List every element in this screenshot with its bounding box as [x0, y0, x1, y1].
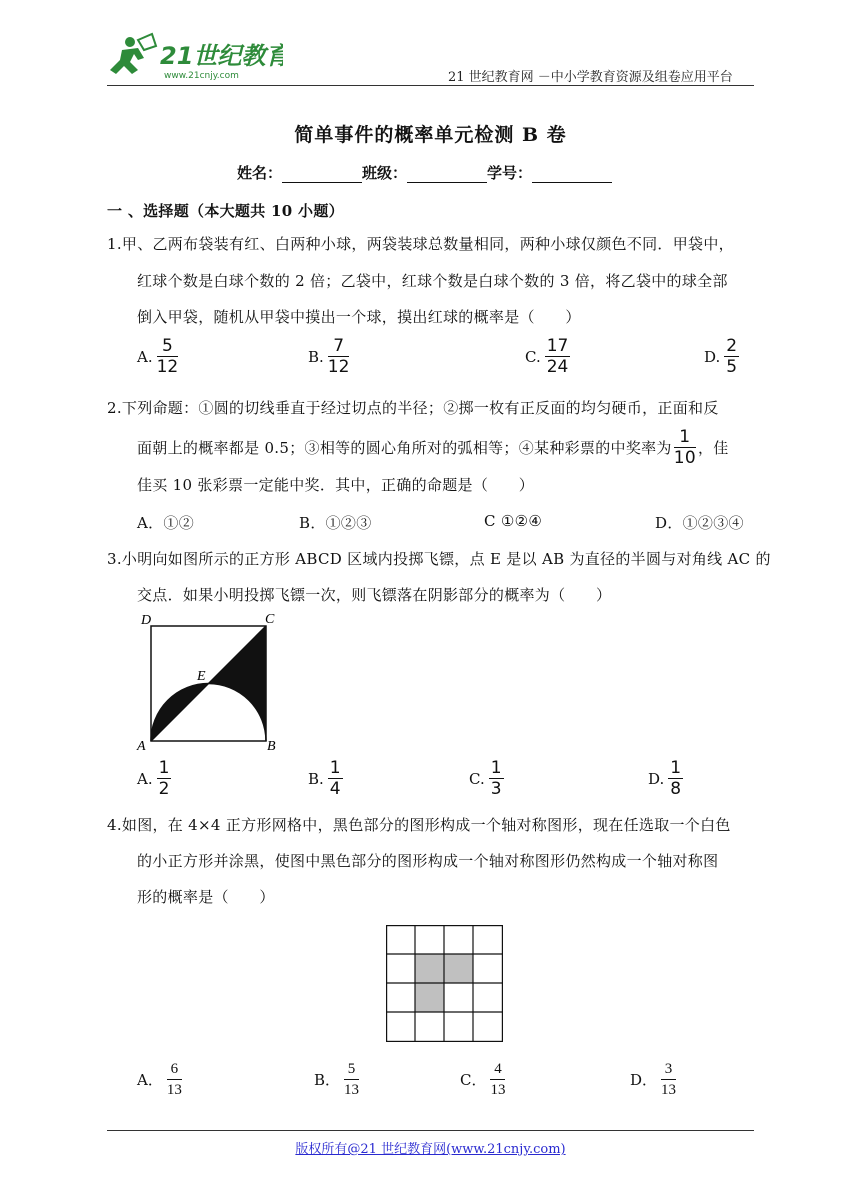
q4-option-c[interactable] — [460, 1060, 505, 1099]
header-site-text: 21 世纪教育网 －中小学教育资源及组卷应用平台 — [448, 70, 733, 85]
q2-line-1: 2.下列命题：①圆的切线垂直于经过切点的半径；②掷一枚有正反面的均匀硬币，正面和反 — [107, 399, 719, 417]
option-label: B. — [308, 347, 324, 366]
q2-line-2 — [137, 428, 729, 467]
site-logo — [108, 30, 283, 85]
fraction: $\frac{1}{2}$ — [158, 758, 170, 799]
q3-option-c[interactable] — [469, 759, 504, 798]
fraction: $\frac{7}{12}$ — [327, 336, 350, 377]
fraction: $\frac{1}{3}$ — [490, 758, 502, 799]
q2-option-b[interactable]: B．①②③ — [299, 514, 372, 532]
q4-option-d[interactable] — [630, 1060, 676, 1099]
q3-figure — [135, 608, 285, 753]
q2-option-d[interactable]: D．①②③④ — [655, 514, 744, 532]
label-a: A — [137, 739, 146, 753]
class-label: 班级： — [362, 164, 408, 182]
q4-grid-figure — [386, 925, 503, 1042]
name-label: 姓名： — [237, 164, 283, 182]
fraction: $\frac{5}{13}$ — [344, 1061, 360, 1098]
option-label: A． — [137, 1071, 163, 1089]
q1-option-d[interactable] — [704, 337, 739, 376]
q2-line-2-text: 面朝上的概率都是 0.5；③相等的圆心角所对的弧相等；④某种彩票的中奖率为 — [137, 439, 672, 457]
student-info — [237, 162, 612, 183]
option-label: C. — [525, 347, 541, 366]
id-field[interactable] — [532, 168, 612, 183]
label-d: D — [141, 613, 152, 628]
footer-divider — [107, 1130, 754, 1131]
footer-copyright[interactable] — [0, 1138, 861, 1157]
option-label: B． — [314, 1071, 341, 1089]
fraction: $\frac{4}{13}$ — [490, 1061, 506, 1098]
q3-line-1: 3.小明向如图所示的正方形 ABCD 区域内投掷飞镖，点 E 是以 AB 为直径的半圆与对角线 AC 的 — [107, 550, 771, 568]
option-label: C． — [460, 1071, 487, 1089]
q3-option-a[interactable] — [137, 759, 171, 798]
fraction: $\frac{1}{8}$ — [670, 758, 682, 799]
section-heading: 一 、选择题（本大题共 10 小题） — [107, 202, 344, 220]
fraction: $\frac{2}{5}$ — [726, 336, 738, 377]
q2-line-3: 佳买 10 张彩票一定能中奖．其中，正确的命题是（ ） — [137, 476, 535, 494]
q1-line-3: 倒入甲袋，随机从甲袋中摸出一个球，摸出红球的概率是（ ） — [137, 308, 581, 326]
q1-line-1: 1.甲、乙两布袋装有红、白两种小球，两袋装球总数量相同，两种小球仅颜色不同．甲袋中， — [107, 235, 734, 253]
label-e: E — [197, 669, 206, 684]
logo-url: www.21cnjy.com — [164, 71, 239, 81]
logo-text: 21世纪教育 — [160, 42, 283, 70]
page-title: 简单事件的概率单元检测 B 卷 — [294, 124, 567, 146]
option-label: D. — [648, 769, 665, 788]
fraction: $\frac{1}{10}$ — [673, 427, 696, 468]
q1-option-c[interactable] — [525, 337, 570, 376]
q2-line-2-end: ，佳 — [697, 439, 729, 457]
class-field[interactable] — [407, 168, 487, 183]
q3-line-2: 交点．如果小明投掷飞镖一次，则飞镖落在阴影部分的概率为（ ） — [137, 586, 612, 604]
q4-option-b[interactable] — [314, 1060, 359, 1099]
q4-line-1: 4.如图，在 4×4 正方形网格中，黑色部分的图形构成一个轴对称图形，现在任选取一个白色 — [107, 816, 731, 834]
option-label: D. — [704, 347, 721, 366]
label-c: C — [265, 612, 275, 627]
option-label: B. — [308, 769, 324, 788]
footer-link[interactable]: 版权所有@21 世纪教育网(www.21cnjy.com) — [295, 1142, 566, 1157]
q4-option-a[interactable] — [137, 1060, 182, 1099]
header-divider — [107, 85, 754, 86]
option-label: C. — [469, 769, 485, 788]
fraction: $\frac{5}{12}$ — [156, 336, 179, 377]
fraction: $\frac{3}{13}$ — [661, 1061, 677, 1098]
q1-line-2: 红球个数是白球个数的 2 倍；乙袋中，红球个数是白球个数的 3 倍，将乙袋中的球全部 — [137, 272, 728, 290]
q4-line-2: 的小正方形并涂黑，使图中黑色部分的图形构成一个轴对称图形仍然构成一个轴对称图 — [137, 852, 719, 870]
fraction: $\frac{1}{4}$ — [329, 758, 341, 799]
fraction: $\frac{6}{13}$ — [166, 1061, 182, 1098]
q1-option-b[interactable] — [308, 337, 349, 376]
q1-option-a[interactable] — [137, 337, 178, 376]
q3-option-b[interactable] — [308, 759, 343, 798]
id-label: 学号： — [487, 164, 533, 182]
option-label: D． — [630, 1071, 658, 1089]
name-field[interactable] — [282, 168, 362, 183]
q4-line-3: 形的概率是（ ） — [137, 888, 275, 906]
fraction: $\frac{17}{24}$ — [546, 336, 569, 377]
option-label: A. — [137, 347, 153, 366]
q2-option-c[interactable]: C ①②④ — [484, 512, 543, 530]
option-label: A. — [137, 769, 153, 788]
label-b: B — [267, 739, 276, 753]
q3-option-d[interactable] — [648, 759, 683, 798]
q2-option-a[interactable]: A．①② — [137, 514, 195, 532]
